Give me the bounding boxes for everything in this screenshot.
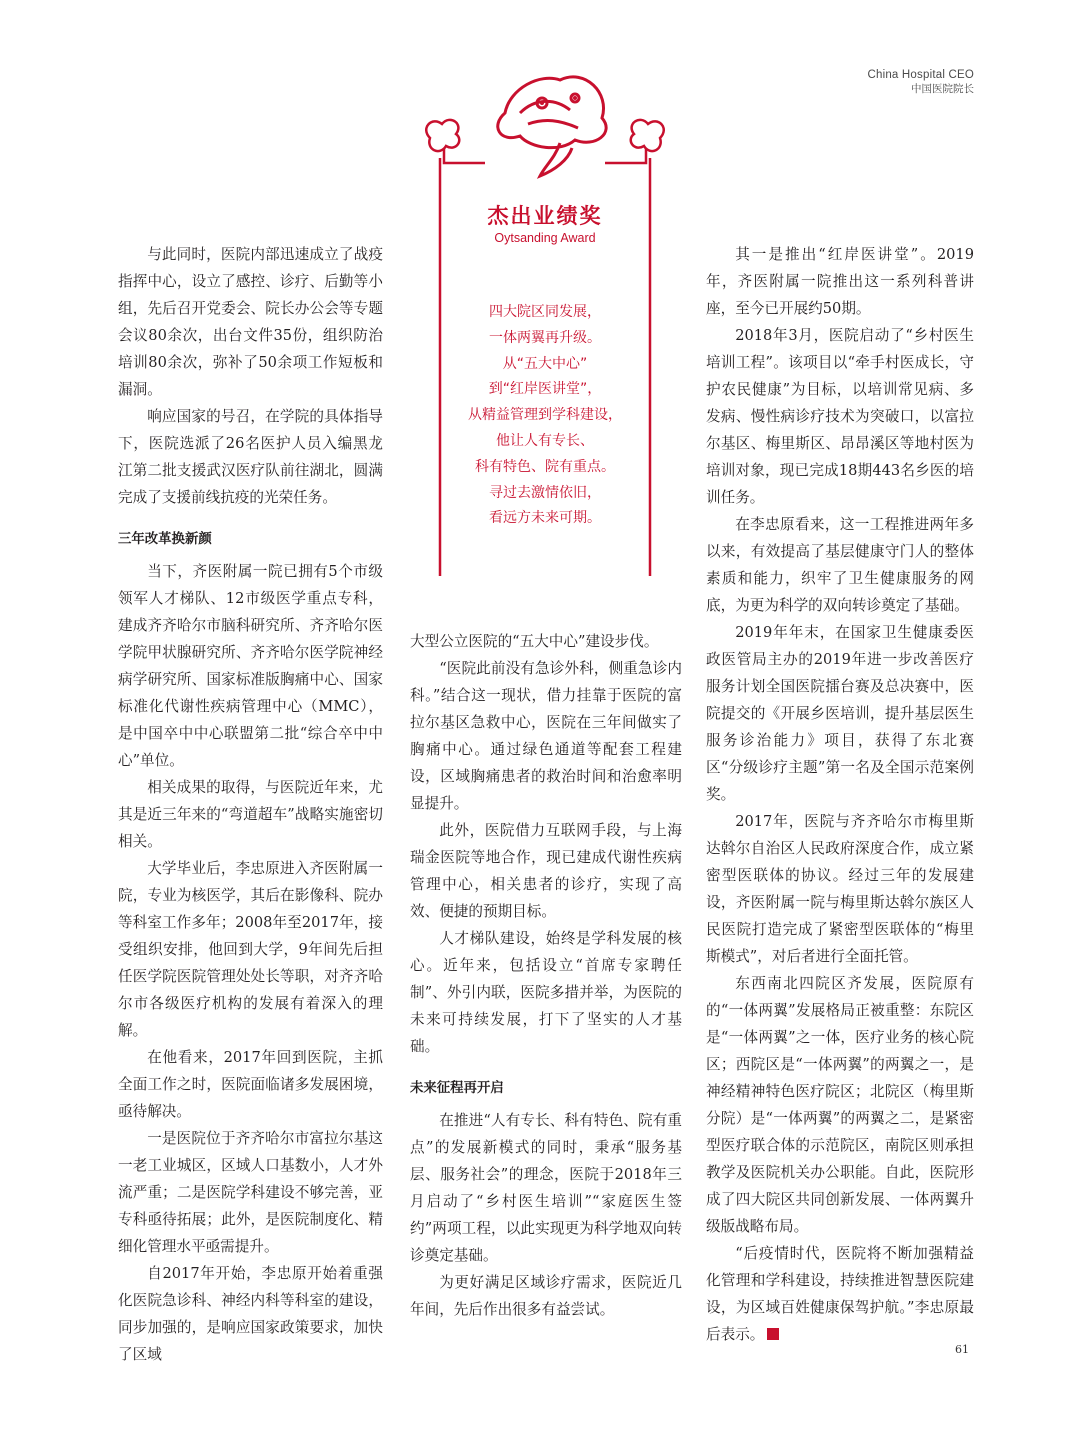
magazine-name-cn: 中国医院院长 bbox=[911, 83, 974, 95]
paragraph: 自2017年开始，李忠原开始着重强化医院急诊科、神经内科等科室的建设，同步加强的，是响应国家政策要求，加快了区域 bbox=[118, 1265, 383, 1363]
page-number: 61 bbox=[955, 1343, 969, 1356]
paragraph: “医院此前没有急诊外科，侧重急诊内科。”结合这一现状，借力挂靠于医院的富拉尔基区急救中心，医院在三年间做实了胸痛中心。通过绿色通道等配套工程建设，区域胸痛患者的救治时间和治愈率明显提升。 bbox=[410, 660, 682, 812]
paragraph-text: “后疫情时代，医院将不断加强精益化管理和学科建设，持续推进智慧医院建设，为区域百姓健康保驾护航。”李忠原最后表示。 bbox=[706, 1245, 974, 1343]
paragraph: 人才梯队建设，始终是学科发展的核心。近年来，包括设立“首席专家聘任制”、外引内联，医院多措并举，为医院的未来可持续发展，打下了坚实的人才基础。 bbox=[410, 930, 682, 1055]
award-title: 杰出业绩奖 bbox=[487, 203, 603, 228]
quote-line: 从精益管理到学科建设， bbox=[468, 407, 622, 424]
paragraph bbox=[706, 1240, 974, 1348]
magazine-name-en: China Hospital CEO bbox=[867, 69, 974, 81]
paragraph: 一是医院位于齐齐哈尔市富拉尔基这一老工业城区，区域人口基数小，人才外流严重；二是医院学科建设不够完善，亚专科亟待拓展；此外，是医院制度化、精细化管理水平亟需提升。 bbox=[118, 1130, 383, 1255]
quote-line: 一体两翼再升级。 bbox=[489, 329, 601, 346]
paragraph: 此外，医院借力互联网手段，与上海瑞金医院等地合作，现已建成代谢性疾病管理中心，相关患者的诊疗，实现了高效、便捷的预期目标。 bbox=[410, 822, 682, 920]
section-heading: 未来征程再开启 bbox=[410, 1081, 504, 1096]
magazine-header bbox=[867, 68, 974, 96]
paragraph: 在李忠原看来，这一工程推进两年多以来，有效提高了基层健康守门人的整体素质和能力，织牢了卫生健康服务的网底，为更为科学的双向转诊奠定了基础。 bbox=[706, 516, 974, 614]
quote-line: 他让人有专长、 bbox=[496, 432, 594, 449]
article-column-1 bbox=[118, 241, 383, 1368]
paragraph: 2017年，医院与齐齐哈尔市梅里斯达斡尔自治区人民政府深度合作，成立紧密型医联体的协议。经过三年的发展建设，齐医附属一院与梅里斯达斡尔族区人民医院打造完成了紧密型医联体的“梅里斯模式”，对后者进行全面托管。 bbox=[706, 813, 974, 965]
quote-line: 寻过去激情依旧， bbox=[489, 484, 601, 501]
paragraph: 大型公立医院的“五大中心”建设步伐。 bbox=[410, 633, 659, 650]
quote-line: 科有特色、院有重点。 bbox=[475, 458, 615, 475]
quote-line: 看远方未来可期。 bbox=[489, 510, 601, 527]
paragraph: 在他看来，2017年回到医院，主抓全面工作之时，医院面临诸多发展困境，亟待解决。 bbox=[118, 1049, 383, 1120]
pull-quote bbox=[450, 300, 640, 532]
paragraph: 响应国家的号召，在学院的具体指导下，医院选派了26名医护人员入编黑龙江第二批支援武汉医疗队前往湖北，圆满完成了支援前线抗疫的光荣任务。 bbox=[118, 408, 383, 506]
paragraph: 2019年年末，在国家卫生健康委医政医管局主办的2019年进一步改善医疗服务计划全国医院擂台赛及总决赛中，医院提交的《开展乡医培训，提升基层医生服务诊治能力》项目，获得了东北赛区“分级诊疗主题”第一名及全国示范案例奖。 bbox=[706, 624, 974, 803]
quote-line: 四大院区同发展， bbox=[489, 304, 601, 320]
section-heading: 三年改革换新颜 bbox=[118, 532, 212, 547]
paragraph: 东西南北四院区齐发展，医院原有的“一体两翼”发展格局正被重整：东院区是“一体两翼”之一体，医疗业务的核心院区；西院区是“一体两翼”的两翼之一，是神经精神特色医疗院区；北院区（梅里斯分院）是“一体两翼”的两翼之二，是紧密型医疗联合体的示范院区，南院区则承担教学及医院机关办公职能。自此，医院形成了四大院区共同创新发展、一体两翼升级版战略布局。 bbox=[706, 975, 974, 1235]
paragraph: 相关成果的取得，与医院近年来，尤其是近三年来的“弯道超车”战略实施密切相关。 bbox=[118, 779, 383, 850]
paragraph: 2018年3月，医院启动了“乡村医生培训工程”。该项目以“牵手村医成长，守护农民健康”为目标，以培训常见病、多发病、慢性病诊疗技术为突破口，以富拉尔基区、梅里斯区、昂昂溪区等地村医为培训对象，现已完成18期443名乡医的培训任务。 bbox=[706, 327, 974, 506]
award-subtitle: Oytsanding Award bbox=[494, 231, 596, 245]
quote-line: 到“红岸医讲堂”， bbox=[488, 381, 602, 398]
paragraph: 大学毕业后，李忠原进入齐医附属一院，专业为核医学，其后在影像科、院办等科室工作多年；2008年至2017年，接受组织安排，他回到大学，9年间先后担任医学院医院管理处处长等职，对齐齐哈尔市各级医疗机构的发展有着深入的理解。 bbox=[118, 860, 383, 1039]
quote-line: 从“五大中心” bbox=[502, 355, 588, 372]
paragraph: 在推进“人有专长、科有特色、院有重点”的发展新模式的同时，秉承“服务基层、服务社会”的理念，医院于2018年三月启动了“乡村医生培训”“家庭医生签约”两项工程，以此实现更为科学地双向转诊奠定基础。 bbox=[410, 1112, 682, 1264]
end-mark-icon bbox=[767, 1328, 779, 1340]
paragraph: 与此同时，医院内部迅速成立了战疫指挥中心，设立了感控、诊疗、后勤等小组，先后召开党委会、院长办公会等专题会议80余次，出台文件35份，组织防治培训80余次，弥补了50余项工作短板和漏洞。 bbox=[118, 246, 383, 398]
article-column-2 bbox=[410, 628, 682, 1323]
paragraph: 当下，齐医附属一院已拥有5个市级领军人才梯队、12市级医学重点专科，建成齐齐哈尔市脑科研究所、齐齐哈尔医学院甲状腺研究所、齐齐哈尔医学院神经病学研究所、国家标准版胸痛中心、国家标准化代谢性疾病管理中心（MMC），是中国卒中中心联盟第二批“综合卒中中心”单位。 bbox=[118, 563, 383, 769]
paragraph: 其一是推出“红岸医讲堂”。2019年，齐医附属一院推出这一系列科普讲座，至今已开展约50期。 bbox=[706, 246, 974, 317]
article-column-3 bbox=[706, 241, 974, 1348]
paragraph: 为更好满足区域诊疗需求，医院近几年间，先后作出很多有益尝试。 bbox=[410, 1274, 682, 1318]
